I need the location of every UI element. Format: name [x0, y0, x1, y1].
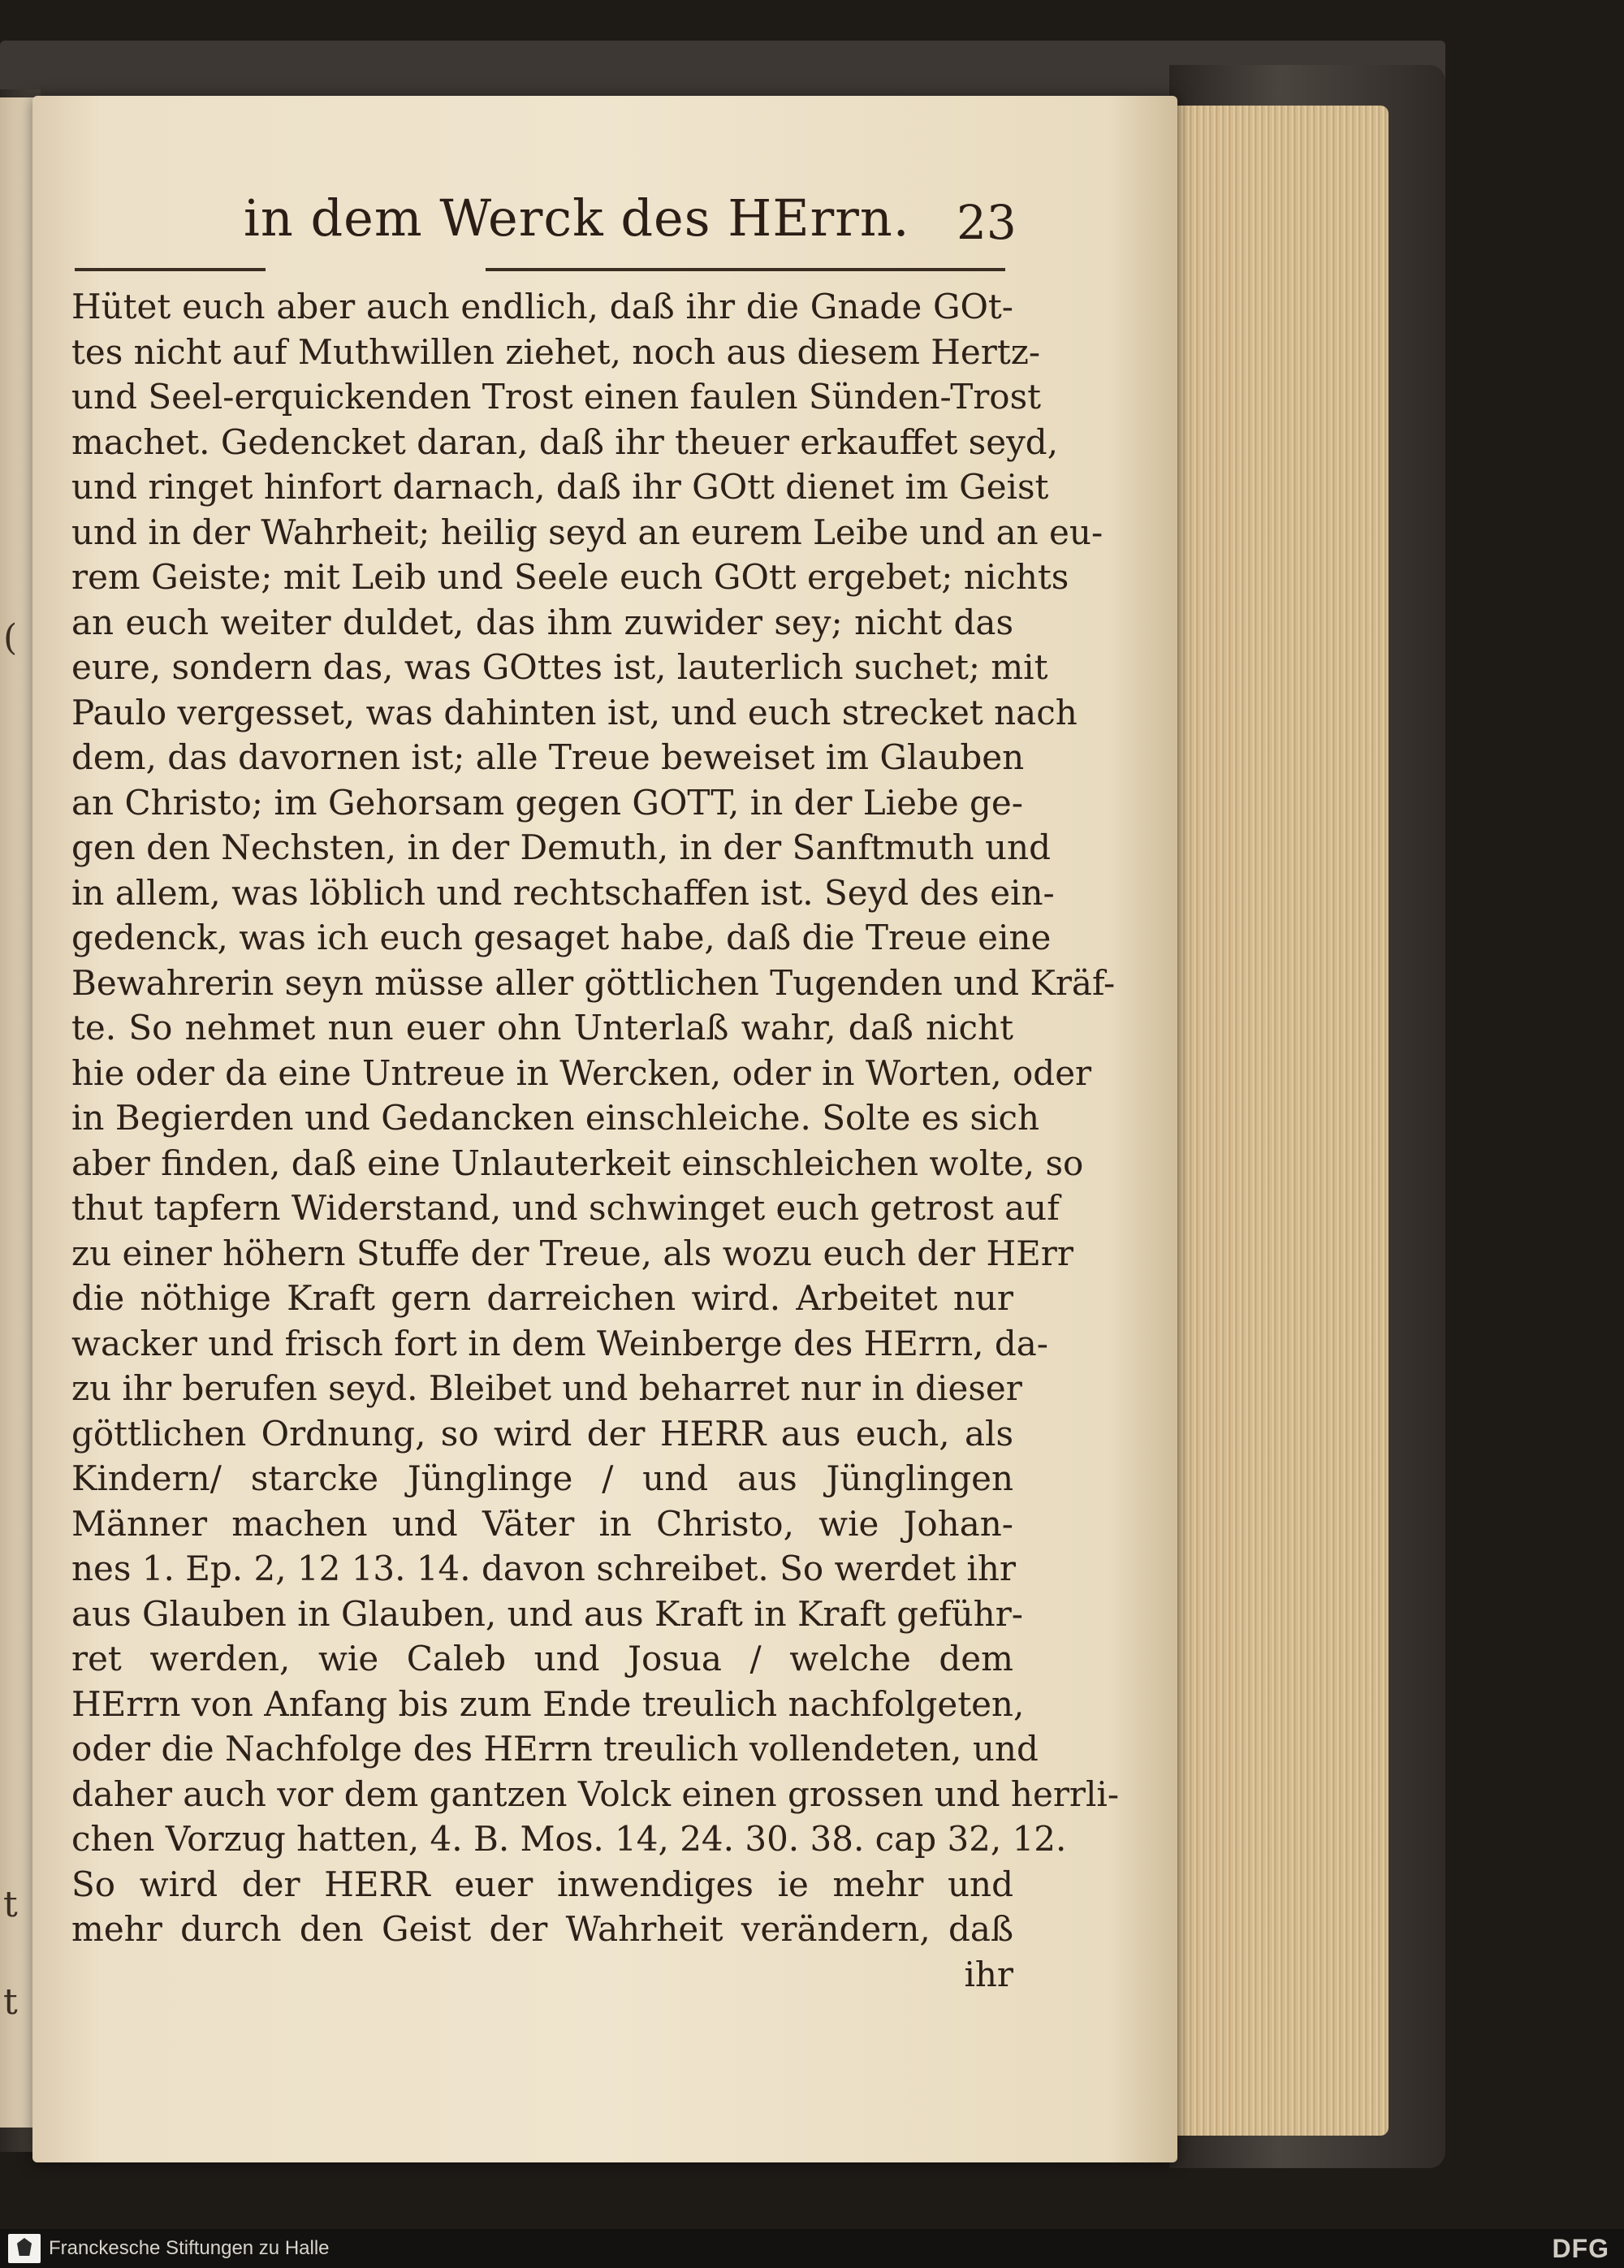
text-line: gen den Nechsten, in der Demuth, in der Sanftmuth und [71, 827, 1051, 867]
text-line: eure, sondern das, was GOttes ist, lauterlich suchet; mit [71, 647, 1048, 687]
text-line: hie oder da eine Untreue in Wercken, oder in Worten, oder [71, 1052, 1092, 1093]
header-rule [486, 268, 1005, 271]
text-line: Kindern/ starcke Jünglinge / und aus Jünglingen [71, 1458, 1013, 1498]
text-line: in Begierden und Gedancken einschleiche. Solte es sich [71, 1098, 1040, 1138]
running-head: in dem Werck des HErrn. [244, 188, 910, 248]
text-line: thut tapfern Widerstand, und schwinget euch getrost auf [71, 1188, 1060, 1228]
text-line: Bewahrerin seyn müsse aller göttlichen Tugenden und Kräf- [71, 962, 1116, 1003]
text-line: die nöthige Kraft gern darreichen wird. Arbeitet nur [71, 1278, 1013, 1318]
text-line: Hütet euch aber auch endlich, daß ihr die Gnade GOt- [71, 287, 1013, 326]
text-line: daher auch vor dem gantzen Volck einen grossen und herrli- [71, 1773, 1120, 1814]
dfg-logo: DFG [1552, 2234, 1609, 2263]
text-line: ret werden, wie Caleb und Josua / welche dem [71, 1639, 1013, 1678]
text-line: aus Glauben in Glauben, und aus Kraft in Kraft geführ- [71, 1593, 1023, 1634]
text-line: ihr [964, 1954, 1013, 1994]
text-line: zu einer höhern Stuffe der Treue, als wozu euch der HErr [71, 1233, 1073, 1273]
institution-name: Franckesche Stiftungen zu Halle [49, 2237, 330, 2259]
text-line: zu ihr berufen seyd. Bleibet und beharret nur in dieser [71, 1368, 1022, 1408]
text-line: dem, das davornen ist; alle Treue beweiset im Glauben [71, 737, 1025, 777]
page-text [71, 284, 1120, 1997]
previous-page-edge: ( t t [0, 97, 37, 2128]
text-line: göttlichen Ordnung, so wird der HERR aus euch, als [71, 1413, 1013, 1454]
text-line: So wird der HERR euer inwendiges ie mehr und [71, 1864, 1013, 1904]
text-line: oder die Nachfolge des HErrn treulich vollendeten, und [71, 1729, 1039, 1769]
header-rule [75, 268, 266, 271]
text-line: chen Vorzug hatten, 4. B. Mos. 14, 24. 30. 38. cap 32, 12. [71, 1819, 1067, 1859]
text-line: wacker und frisch fort in dem Weinberge des HErrn, da- [71, 1323, 1048, 1363]
text-line: machet. Gedencket daran, daß ihr theuer erkauffet seyd, [71, 421, 1059, 462]
text-line: an euch weiter duldet, das ihm zuwider sey; nicht das [71, 602, 1013, 642]
text-line: aber finden, daß eine Unlauterkeit einschleichen wolte, so [71, 1143, 1084, 1183]
page-number: 23 [957, 195, 1017, 250]
text-line: und ringet hinfort darnach, daß ihr GOtt dienet im Geist [71, 467, 1049, 507]
text-line: nes 1. Ep. 2, 12 13. 14. davon schreibet. So werdet ihr [71, 1549, 1016, 1588]
text-line: und Seel-erquickenden Trost einen faulen Sünden-Trost [71, 377, 1042, 417]
text-line: rem Geiste; mit Leib und Seele euch GOtt ergebet; nichts [71, 557, 1069, 597]
text-line: mehr durch den Geist der Wahrheit verändern, daß [71, 1909, 1013, 1949]
text-line: Männer machen und Väter in Christo, wie Johan- [71, 1503, 1013, 1544]
viewer-footer [0, 2229, 1624, 2268]
text-line: tes nicht auf Muthwillen ziehet, noch aus diesem Hertz- [71, 331, 1041, 372]
text-line: und in der Wahrheit; heilig seyd an eurem Leibe und an eu- [71, 512, 1104, 552]
text-line: an Christo; im Gehorsam gegen GOTT, in der Liebe ge- [71, 782, 1023, 823]
text-line: gedenck, was ich euch gesaget habe, daß die Treue eine [71, 918, 1052, 957]
institution-logo-icon [8, 2234, 41, 2263]
text-line: te. So nehmet nun euer ohn Unterlaß wahr, daß nicht [71, 1008, 1013, 1048]
text-line: Paulo vergesset, was dahinten ist, und euch strecket nach [71, 692, 1078, 732]
page-edges [1173, 106, 1389, 2136]
text-line: HErrn von Anfang bis zum Ende treulich nachfolgeten, [71, 1683, 1025, 1724]
text-line: in allem, was löblich und rechtschaffen ist. Seyd des ein- [71, 872, 1055, 913]
